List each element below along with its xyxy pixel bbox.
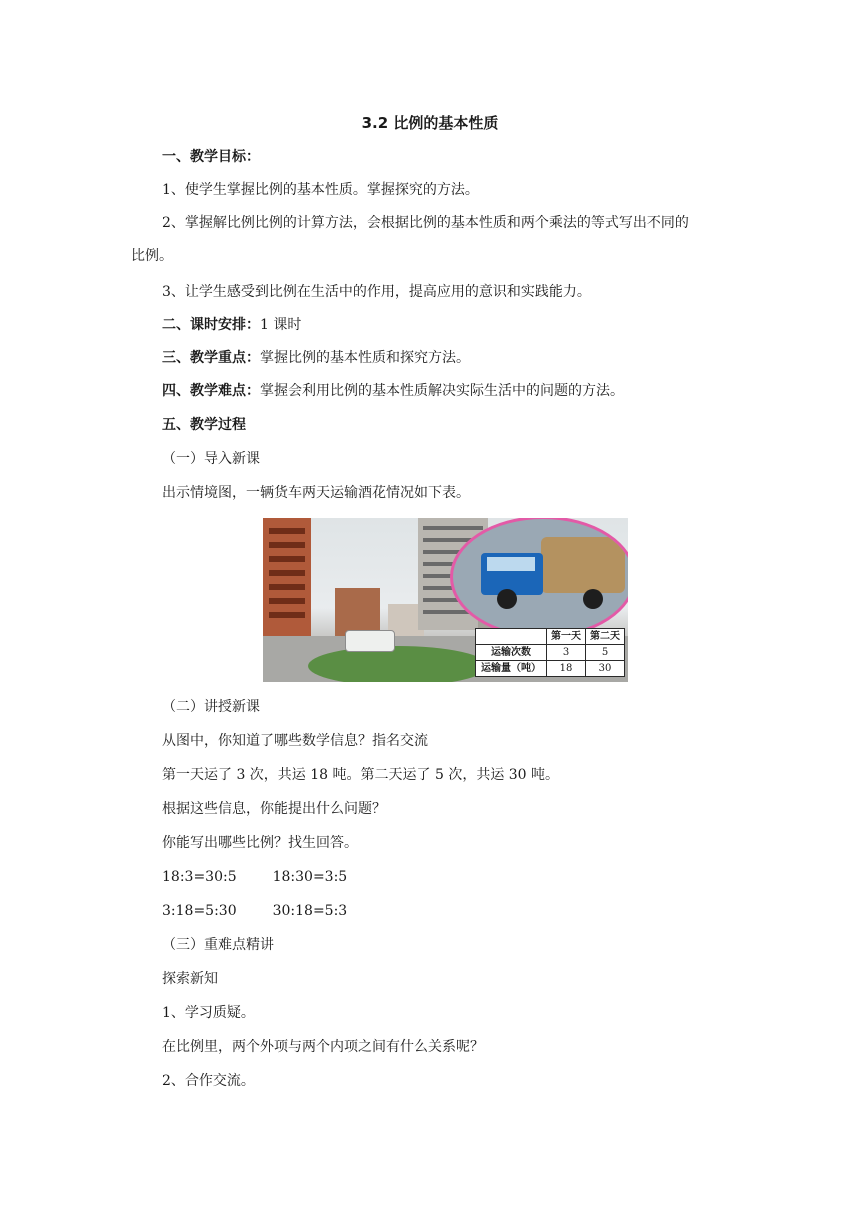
table-header-cell: 第一天 — [547, 629, 586, 645]
schedule-label: 二、课时安排： — [162, 317, 260, 333]
goal-2-line1: 2、掌握解比例比例的计算方法，会根据比例的基本性质和两个乘法的等式写出不同的 — [162, 215, 689, 231]
lawn — [308, 646, 488, 682]
key-point-label: 三、教学重点： — [162, 350, 260, 366]
table-header-cell — [476, 629, 547, 645]
table-cell: 30 — [586, 661, 625, 677]
difficult-point-line — [162, 381, 624, 401]
table-row-label: 运输量（吨） — [476, 661, 547, 677]
difficult-point-label: 四、教学难点： — [162, 383, 260, 399]
goal-3: 3、让学生感受到比例在生活中的作用，提高应用的意识和实践能力。 — [162, 284, 591, 300]
truck-wheel-rear — [583, 589, 603, 609]
minibus — [345, 630, 395, 652]
question-3: 你能写出哪些比例？找生回答。 — [162, 835, 358, 851]
document-title: 3.2 比例的基本性质 — [361, 114, 499, 132]
transport-table — [475, 628, 625, 677]
question-2: 根据这些信息，你能提出什么问题？ — [162, 801, 386, 817]
info-text: 第一天运了 3 次，共运 18 吨。第二天运了 5 次，共运 30 吨。 — [162, 767, 560, 783]
truck-cargo — [541, 537, 625, 593]
table-row — [476, 645, 625, 661]
part-1-heading: （一）导入新课 — [162, 451, 260, 467]
table-header-row — [476, 629, 625, 645]
difficult-point-value: 掌握会利用比例的基本性质解决实际生活中的问题的方法。 — [260, 383, 624, 399]
proportion-eq: 18:30=3:5 — [272, 869, 348, 885]
schedule-value: 1 课时 — [260, 317, 302, 333]
part-2-heading: （二）讲授新课 — [162, 699, 260, 715]
question-1: 从图中，你知道了哪些数学信息？指名交流 — [162, 733, 428, 749]
proportion-eq: 3:18=5:30 — [162, 903, 237, 919]
table-row — [476, 661, 625, 677]
schedule-line — [162, 315, 301, 335]
part-3-heading: （三）重难点精讲 — [162, 937, 274, 953]
process-heading: 五、教学过程 — [162, 417, 246, 433]
intro-text: 出示情境图，一辆货车两天运输酒花情况如下表。 — [162, 485, 470, 501]
proportion-line-1 — [162, 867, 347, 887]
step-1-question: 在比例里，两个外项与两个内项之间有什么关系呢？ — [162, 1039, 484, 1055]
key-point-line — [162, 348, 470, 368]
proportion-eq: 18:3=30:5 — [162, 869, 237, 885]
table-cell: 5 — [586, 645, 625, 661]
scenario-image — [263, 518, 628, 682]
table-cell: 18 — [547, 661, 586, 677]
key-point-value: 掌握比例的基本性质和探究方法。 — [260, 350, 470, 366]
goals-heading: 一、教学目标： — [162, 149, 260, 165]
truck-wheel-front — [497, 589, 517, 609]
table-row-label: 运输次数 — [476, 645, 547, 661]
goal-1: 1、使学生掌握比例的基本性质。掌握探究的方法。 — [162, 182, 479, 198]
step-2: 2、合作交流。 — [162, 1073, 255, 1089]
truck-inset — [450, 518, 628, 638]
building-left — [263, 518, 311, 638]
proportion-line-2 — [162, 901, 347, 921]
table-cell: 3 — [547, 645, 586, 661]
explore-heading: 探索新知 — [162, 971, 218, 987]
goal-2-line2: 比例。 — [131, 248, 173, 264]
proportion-eq: 30:18=5:3 — [272, 903, 348, 919]
truck-windshield — [487, 557, 535, 571]
table-header-cell: 第二天 — [586, 629, 625, 645]
step-1: 1、学习质疑。 — [162, 1005, 255, 1021]
